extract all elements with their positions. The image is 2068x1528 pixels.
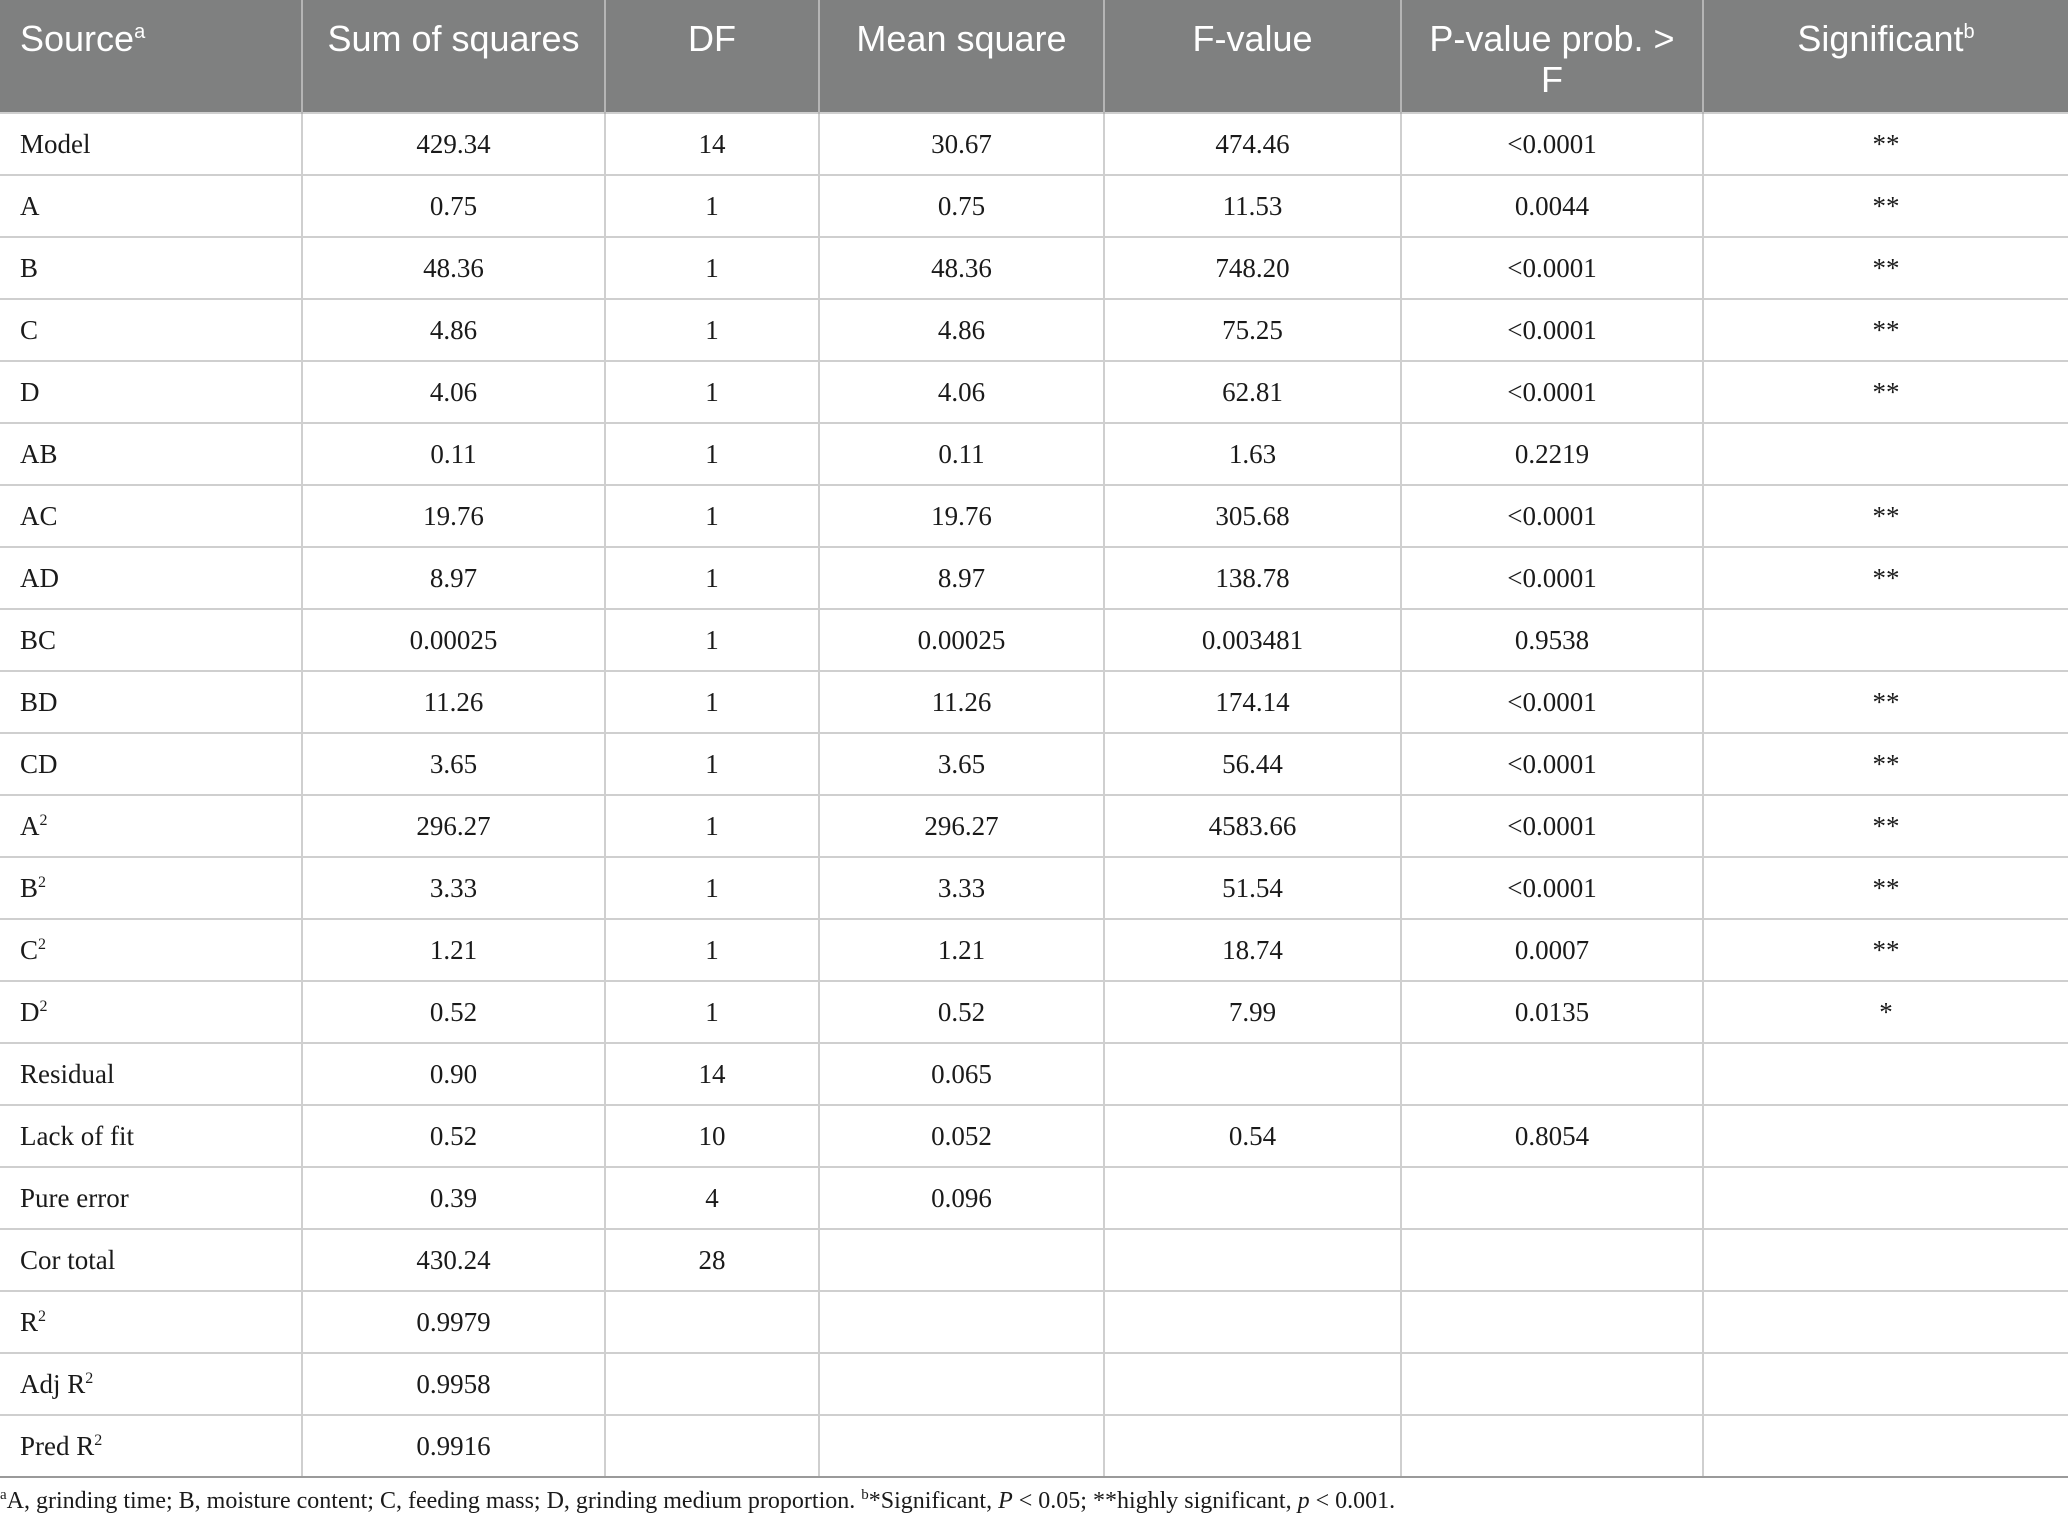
df-cell: 1 <box>605 919 819 981</box>
column-header-label: Sum of squares <box>327 18 580 59</box>
table-row <box>0 175 2068 237</box>
table-header <box>0 0 2068 113</box>
sum-of-squares-cell: 0.52 <box>302 981 605 1043</box>
source-label: AB <box>20 438 58 469</box>
df-cell: 4 <box>605 1167 819 1229</box>
sum-of-squares-cell: 429.34 <box>302 113 605 175</box>
table-row <box>0 299 2068 361</box>
f-value-cell: 7.99 <box>1104 981 1401 1043</box>
source-label: CD <box>20 748 58 779</box>
p-value-cell: <0.0001 <box>1401 299 1703 361</box>
footnote-b-var-1: P <box>998 1488 1013 1514</box>
source-label: R <box>20 1306 39 1337</box>
source-cell <box>0 1167 302 1229</box>
p-value-cell <box>1401 1291 1703 1353</box>
source-label: Adj R <box>20 1368 86 1399</box>
column-header-label: F-value <box>1192 18 1313 59</box>
footnote-a-mark: a <box>0 1487 7 1503</box>
source-cell <box>0 1105 302 1167</box>
source-label: Lack of fit <box>20 1120 134 1151</box>
sum-of-squares-cell: 0.75 <box>302 175 605 237</box>
table-row <box>0 857 2068 919</box>
sum-of-squares-cell: 4.86 <box>302 299 605 361</box>
source-label: Cor total <box>20 1244 116 1275</box>
source-label: B <box>20 252 39 283</box>
mean-square-cell: 0.11 <box>819 423 1104 485</box>
source-label: B <box>20 872 39 903</box>
f-value-cell: 11.53 <box>1104 175 1401 237</box>
footnote-b-text-2: < 0.05; **highly significant, <box>1012 1488 1298 1514</box>
f-value-cell: 174.14 <box>1104 671 1401 733</box>
table-body <box>0 113 2068 1477</box>
p-value-cell <box>1401 1229 1703 1291</box>
significant-cell <box>1703 1043 2068 1105</box>
source-label: Pure error <box>20 1182 129 1213</box>
mean-square-cell <box>819 1229 1104 1291</box>
mean-square-cell <box>819 1291 1104 1353</box>
mean-square-cell: 11.26 <box>819 671 1104 733</box>
significant-cell: ** <box>1703 795 2068 857</box>
column-header-label: DF <box>688 18 736 59</box>
mean-square-cell: 0.00025 <box>819 609 1104 671</box>
source-label: C <box>20 314 39 345</box>
source-cell <box>0 485 302 547</box>
table-row <box>0 237 2068 299</box>
df-cell: 1 <box>605 795 819 857</box>
table-row <box>0 671 2068 733</box>
mean-square-cell: 3.65 <box>819 733 1104 795</box>
table-row <box>0 113 2068 175</box>
f-value-cell: 75.25 <box>1104 299 1401 361</box>
significant-cell: ** <box>1703 485 2068 547</box>
p-value-cell: <0.0001 <box>1401 361 1703 423</box>
f-value-cell <box>1104 1291 1401 1353</box>
table-row <box>0 1167 2068 1229</box>
significant-cell: ** <box>1703 299 2068 361</box>
mean-square-cell: 0.065 <box>819 1043 1104 1105</box>
p-value-cell: <0.0001 <box>1401 733 1703 795</box>
f-value-cell: 18.74 <box>1104 919 1401 981</box>
mean-square-cell: 0.52 <box>819 981 1104 1043</box>
table-row <box>0 547 2068 609</box>
df-cell: 10 <box>605 1105 819 1167</box>
p-value-cell <box>1401 1043 1703 1105</box>
sum-of-squares-cell: 0.9979 <box>302 1291 605 1353</box>
significant-cell: ** <box>1703 361 2068 423</box>
source-cell <box>0 857 302 919</box>
header-row <box>0 0 2068 113</box>
significant-cell: ** <box>1703 237 2068 299</box>
table-row <box>0 1043 2068 1105</box>
sum-of-squares-cell: 430.24 <box>302 1229 605 1291</box>
source-cell <box>0 175 302 237</box>
source-exponent: 2 <box>38 935 47 953</box>
table-row <box>0 1415 2068 1477</box>
column-header-source <box>0 0 302 113</box>
p-value-cell: <0.0001 <box>1401 485 1703 547</box>
f-value-cell <box>1104 1415 1401 1477</box>
column-header-df <box>605 0 819 113</box>
p-value-cell <box>1401 1167 1703 1229</box>
mean-square-cell: 3.33 <box>819 857 1104 919</box>
f-value-cell: 748.20 <box>1104 237 1401 299</box>
f-value-cell: 1.63 <box>1104 423 1401 485</box>
source-label: BD <box>20 686 58 717</box>
df-cell <box>605 1353 819 1415</box>
source-cell <box>0 733 302 795</box>
sum-of-squares-cell: 1.21 <box>302 919 605 981</box>
sum-of-squares-cell: 0.39 <box>302 1167 605 1229</box>
p-value-cell <box>1401 1353 1703 1415</box>
source-label: C <box>20 934 39 965</box>
sum-of-squares-cell: 296.27 <box>302 795 605 857</box>
source-label: Pred R <box>20 1430 95 1461</box>
sum-of-squares-cell: 48.36 <box>302 237 605 299</box>
p-value-cell: 0.0135 <box>1401 981 1703 1043</box>
source-cell <box>0 1291 302 1353</box>
column-header-p-value <box>1401 0 1703 113</box>
table-row <box>0 919 2068 981</box>
significant-cell: ** <box>1703 113 2068 175</box>
table-footnote <box>0 1488 2068 1515</box>
df-cell: 14 <box>605 1043 819 1105</box>
df-cell: 1 <box>605 671 819 733</box>
sum-of-squares-cell: 0.11 <box>302 423 605 485</box>
df-cell: 1 <box>605 547 819 609</box>
significant-cell <box>1703 1105 2068 1167</box>
significant-cell <box>1703 1229 2068 1291</box>
table-row <box>0 1353 2068 1415</box>
column-header-footnote-mark: a <box>134 21 146 43</box>
source-exponent: 2 <box>94 1431 103 1449</box>
footnote-b-mark: b <box>861 1487 869 1503</box>
significant-cell: ** <box>1703 733 2068 795</box>
table-row <box>0 981 2068 1043</box>
column-header-label: P-value prob. > F <box>1429 18 1675 100</box>
p-value-cell: 0.2219 <box>1401 423 1703 485</box>
source-cell <box>0 1229 302 1291</box>
f-value-cell: 62.81 <box>1104 361 1401 423</box>
column-header-significant <box>1703 0 2068 113</box>
f-value-cell: 4583.66 <box>1104 795 1401 857</box>
column-header-footnote-mark: b <box>1963 21 1975 43</box>
source-cell <box>0 299 302 361</box>
table-row <box>0 485 2068 547</box>
source-exponent: 2 <box>39 997 48 1015</box>
f-value-cell <box>1104 1353 1401 1415</box>
p-value-cell: <0.0001 <box>1401 237 1703 299</box>
mean-square-cell <box>819 1353 1104 1415</box>
df-cell: 1 <box>605 857 819 919</box>
mean-square-cell: 0.75 <box>819 175 1104 237</box>
f-value-cell: 138.78 <box>1104 547 1401 609</box>
sum-of-squares-cell: 3.65 <box>302 733 605 795</box>
significant-cell: ** <box>1703 175 2068 237</box>
source-cell <box>0 671 302 733</box>
table-row <box>0 1291 2068 1353</box>
column-header-label: Source <box>20 18 135 59</box>
p-value-cell: <0.0001 <box>1401 795 1703 857</box>
mean-square-cell: 1.21 <box>819 919 1104 981</box>
sum-of-squares-cell: 19.76 <box>302 485 605 547</box>
table-row <box>0 361 2068 423</box>
f-value-cell: 305.68 <box>1104 485 1401 547</box>
table-row <box>0 423 2068 485</box>
mean-square-cell: 48.36 <box>819 237 1104 299</box>
table-row <box>0 1105 2068 1167</box>
column-header-f-value <box>1104 0 1401 113</box>
mean-square-cell: 8.97 <box>819 547 1104 609</box>
sum-of-squares-cell: 8.97 <box>302 547 605 609</box>
source-cell <box>0 237 302 299</box>
mean-square-cell: 296.27 <box>819 795 1104 857</box>
significant-cell <box>1703 609 2068 671</box>
table-row <box>0 795 2068 857</box>
source-label: Model <box>20 128 91 159</box>
df-cell: 1 <box>605 299 819 361</box>
footnote-b-text-1: *Significant, <box>868 1488 999 1514</box>
df-cell: 1 <box>605 361 819 423</box>
significant-cell <box>1703 1291 2068 1353</box>
sum-of-squares-cell: 4.06 <box>302 361 605 423</box>
source-cell <box>0 547 302 609</box>
mean-square-cell: 19.76 <box>819 485 1104 547</box>
source-cell <box>0 981 302 1043</box>
mean-square-cell: 4.86 <box>819 299 1104 361</box>
mean-square-cell: 30.67 <box>819 113 1104 175</box>
p-value-cell: <0.0001 <box>1401 113 1703 175</box>
mean-square-cell: 0.052 <box>819 1105 1104 1167</box>
column-header-label: Mean square <box>856 18 1067 59</box>
sum-of-squares-cell: 0.90 <box>302 1043 605 1105</box>
p-value-cell: <0.0001 <box>1401 671 1703 733</box>
source-label: A <box>20 190 40 221</box>
table-row <box>0 733 2068 795</box>
significant-cell: ** <box>1703 919 2068 981</box>
source-label: BC <box>20 624 57 655</box>
source-label: AD <box>20 562 59 593</box>
df-cell: 1 <box>605 423 819 485</box>
df-cell: 14 <box>605 113 819 175</box>
p-value-cell <box>1401 1415 1703 1477</box>
f-value-cell <box>1104 1167 1401 1229</box>
significant-cell <box>1703 1353 2068 1415</box>
df-cell: 1 <box>605 485 819 547</box>
source-exponent: 2 <box>85 1369 94 1387</box>
df-cell: 28 <box>605 1229 819 1291</box>
df-cell: 1 <box>605 237 819 299</box>
column-header-sum-of-squares <box>302 0 605 113</box>
table-row <box>0 609 2068 671</box>
source-exponent: 2 <box>38 1307 47 1325</box>
df-cell: 1 <box>605 981 819 1043</box>
significant-cell: ** <box>1703 857 2068 919</box>
source-cell <box>0 1043 302 1105</box>
sum-of-squares-cell: 0.9958 <box>302 1353 605 1415</box>
sum-of-squares-cell: 0.52 <box>302 1105 605 1167</box>
p-value-cell: 0.0044 <box>1401 175 1703 237</box>
df-cell <box>605 1291 819 1353</box>
significant-cell <box>1703 423 2068 485</box>
p-value-cell: 0.0007 <box>1401 919 1703 981</box>
source-cell <box>0 361 302 423</box>
table-row <box>0 1229 2068 1291</box>
significant-cell <box>1703 1415 2068 1477</box>
source-label: A <box>20 810 40 841</box>
mean-square-cell <box>819 1415 1104 1477</box>
p-value-cell: <0.0001 <box>1401 547 1703 609</box>
source-label: Residual <box>20 1058 115 1089</box>
source-cell <box>0 113 302 175</box>
footnote-a-text: A, grinding time; B, moisture content; C, feeding mass; D, grinding medium proportion. <box>6 1488 856 1514</box>
p-value-cell: 0.8054 <box>1401 1105 1703 1167</box>
source-cell <box>0 423 302 485</box>
df-cell: 1 <box>605 733 819 795</box>
f-value-cell: 0.003481 <box>1104 609 1401 671</box>
source-label: AC <box>20 500 58 531</box>
significant-cell: * <box>1703 981 2068 1043</box>
column-header-label: Significant <box>1797 18 1964 59</box>
df-cell <box>605 1415 819 1477</box>
source-cell <box>0 919 302 981</box>
source-cell <box>0 795 302 857</box>
f-value-cell: 0.54 <box>1104 1105 1401 1167</box>
source-cell <box>0 1353 302 1415</box>
source-exponent: 2 <box>39 811 48 829</box>
footnote-b-text-3: < 0.001. <box>1309 1488 1396 1514</box>
df-cell: 1 <box>605 175 819 237</box>
column-header-mean-square <box>819 0 1104 113</box>
sum-of-squares-cell: 0.9916 <box>302 1415 605 1477</box>
p-value-cell: 0.9538 <box>1401 609 1703 671</box>
p-value-cell: <0.0001 <box>1401 857 1703 919</box>
significant-cell: ** <box>1703 671 2068 733</box>
mean-square-cell: 4.06 <box>819 361 1104 423</box>
f-value-cell <box>1104 1043 1401 1105</box>
mean-square-cell: 0.096 <box>819 1167 1104 1229</box>
f-value-cell <box>1104 1229 1401 1291</box>
f-value-cell: 51.54 <box>1104 857 1401 919</box>
sum-of-squares-cell: 11.26 <box>302 671 605 733</box>
source-cell <box>0 609 302 671</box>
f-value-cell: 56.44 <box>1104 733 1401 795</box>
f-value-cell: 474.46 <box>1104 113 1401 175</box>
significant-cell: ** <box>1703 547 2068 609</box>
df-cell: 1 <box>605 609 819 671</box>
sum-of-squares-cell: 0.00025 <box>302 609 605 671</box>
sum-of-squares-cell: 3.33 <box>302 857 605 919</box>
significant-cell <box>1703 1167 2068 1229</box>
source-label: D <box>20 376 40 407</box>
footnote-b-var-2: p <box>1297 1488 1310 1514</box>
source-cell <box>0 1415 302 1477</box>
source-exponent: 2 <box>38 873 47 891</box>
source-label: D <box>20 996 40 1027</box>
